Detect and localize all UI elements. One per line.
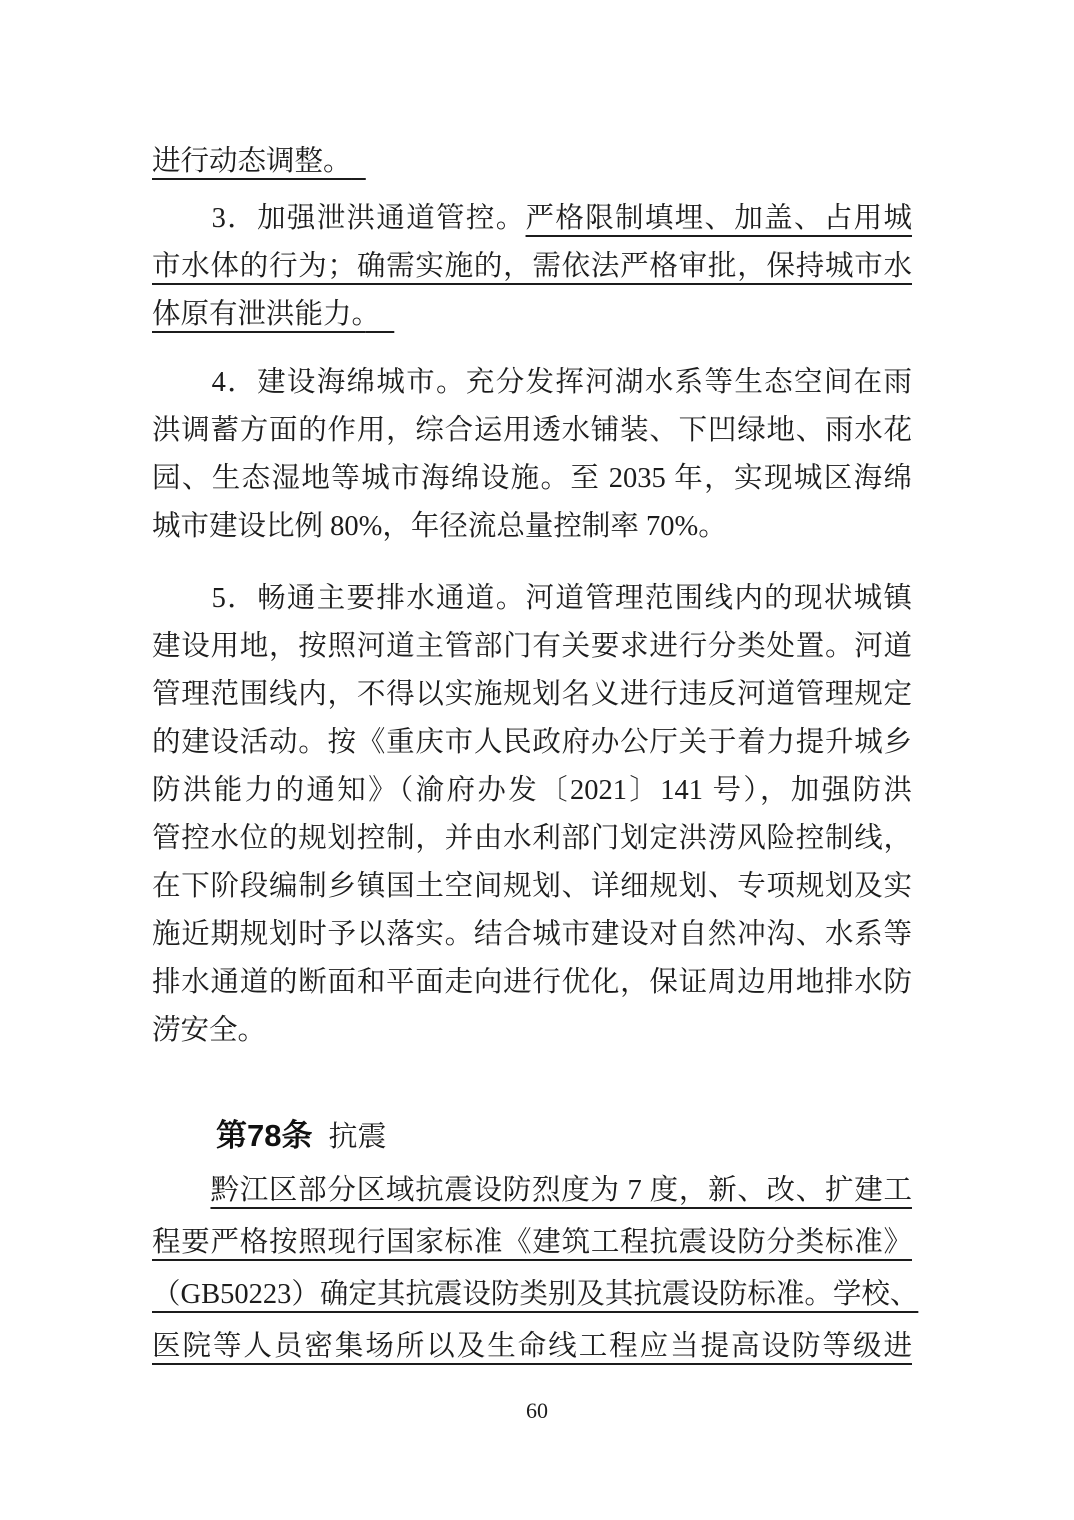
text-line	[152, 407, 912, 455]
heading-number: 第78条	[216, 1118, 313, 1153]
text-line	[152, 243, 912, 291]
text-line	[152, 1007, 912, 1055]
text-line	[152, 1321, 912, 1373]
text-line	[152, 959, 912, 1007]
body-text: 的建设活动。按《重庆市人民政府办公厅关于着力提升城乡	[152, 727, 912, 758]
body-text: 4．建设海绵城市。充分发挥河湖水系等生态空间在雨	[152, 367, 912, 398]
text-line	[152, 863, 912, 911]
underlined-text: （GB50223）确定其抗震设防类别及其抗震设防标准。学校、	[152, 1279, 919, 1310]
underlined-text: 程要严格按照现行国家标准《建筑工程抗震设防分类标准》	[152, 1227, 912, 1258]
underlined-text: 体原有泄洪能力。	[152, 299, 366, 330]
text-line	[152, 138, 912, 186]
body-text: 管理范围线内，不得以实施规划名义进行违反河道管理规定	[152, 679, 912, 710]
underlined-text	[352, 146, 366, 177]
text-line	[152, 719, 912, 767]
body-text: 5．畅通主要排水通道。河道管理范围线内的现状城镇	[152, 583, 912, 614]
underlined-text: 市水体的行为；确需实施的，需依法严格审批，保持城市水	[152, 251, 912, 282]
text-line	[152, 195, 912, 243]
underlined-text: 进行动态调整。	[152, 146, 352, 177]
text-line	[152, 815, 912, 863]
body-text: 洪调蓄方面的作用，综合运用透水铺装、下凹绿地、雨水花	[152, 415, 912, 446]
text-line	[152, 623, 912, 671]
section-heading	[152, 1111, 912, 1161]
text-line	[152, 767, 912, 815]
body-text: 管控水位的规划控制，并由水利部门划定洪涝风险控制线，	[152, 823, 912, 854]
body-text: 建设用地，按照河道主管部门有关要求进行分类处置。河道	[152, 631, 912, 662]
paragraph	[152, 1165, 919, 1373]
body-text: 3．加强泄洪通道管控。	[152, 203, 526, 234]
paragraph	[152, 575, 912, 1055]
text-line	[152, 1269, 919, 1321]
underlined-text: 严格限制填埋、加盖、占用城	[525, 203, 912, 234]
underlined-text: 黔江区部分区域抗震设防烈度为 7 度，新、改、扩建工	[210, 1175, 912, 1206]
document-body	[152, 138, 919, 1373]
text-line	[152, 671, 912, 719]
text-line	[152, 1165, 912, 1217]
text-line	[152, 291, 912, 339]
paragraph	[152, 138, 912, 186]
heading-title: 抗震	[328, 1121, 387, 1153]
text-line	[152, 911, 912, 959]
body-text: 排水通道的断面和平面走向进行优化，保证周边用地排水防	[152, 967, 912, 998]
body-text: 施近期规划时予以落实。结合城市建设对自然冲沟、水系等	[152, 919, 912, 950]
paragraph	[152, 359, 912, 551]
body-text: 城市建设比例 80%，年径流总量控制率 70%。	[152, 511, 727, 542]
underlined-text: 医院等人员密集场所以及生命线工程应当提高设防等级进	[152, 1331, 912, 1362]
text-line	[152, 503, 912, 551]
page-number: 60	[526, 1398, 548, 1423]
text-line	[152, 575, 912, 623]
text-line	[152, 359, 912, 407]
paragraph	[152, 195, 912, 339]
text-line	[152, 1217, 912, 1269]
underlined-text	[366, 299, 395, 330]
body-text	[152, 1175, 210, 1206]
text-line	[152, 455, 912, 503]
body-text: 防洪能力的通知》（渝府办发〔2021〕141 号），加强防洪	[152, 775, 912, 806]
body-text: 园、生态湿地等城市海绵设施。至 2035 年，实现城区海绵	[152, 463, 912, 494]
body-text: 涝安全。	[152, 1015, 267, 1046]
body-text: 在下阶段编制乡镇国土空间规划、详细规划、专项规划及实	[152, 871, 912, 902]
